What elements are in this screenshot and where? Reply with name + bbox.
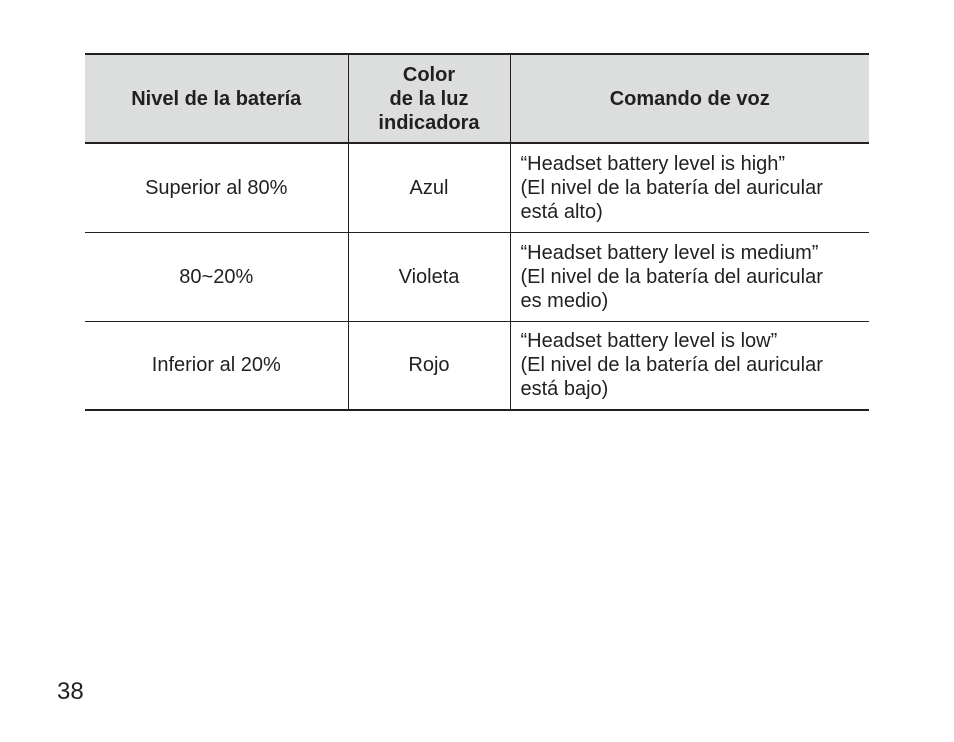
voice-command-cell: [510, 143, 869, 232]
battery-level-cell: Inferior al 20%: [85, 321, 348, 410]
light-color-cell: Azul: [348, 143, 510, 232]
header-row: [85, 54, 869, 143]
header-battery-level: Nivel de la batería: [85, 54, 348, 143]
voice-command-line: “Headset battery level is medium”: [520, 241, 819, 264]
voice-command-cell: [510, 232, 869, 321]
battery-level-table: [85, 53, 869, 411]
table-row: [85, 143, 869, 232]
table-row: [85, 232, 869, 321]
page-number: 38: [57, 678, 84, 705]
voice-command-line: “Headset battery level is high”: [520, 152, 786, 175]
voice-command-line: (El nivel de la batería del auricular: [520, 265, 823, 288]
table-header: [85, 54, 869, 143]
header-light-color-line: Color: [402, 63, 456, 86]
light-color-cell: Rojo: [348, 321, 510, 410]
light-color-cell: Violeta: [348, 232, 510, 321]
battery-level-cell: Superior al 80%: [85, 143, 348, 232]
voice-command-line: (El nivel de la batería del auricular: [520, 176, 823, 199]
table-body: [85, 143, 869, 410]
header-light-color: [348, 54, 510, 143]
voice-command-line: está bajo): [520, 378, 609, 401]
table-row: [85, 321, 869, 410]
voice-command-line: es medio): [520, 289, 609, 312]
header-voice-command: Comando de voz: [510, 54, 869, 143]
voice-command-cell: [510, 321, 869, 410]
header-light-color-line: de la luz: [389, 87, 469, 110]
header-light-color-line: indicadora: [378, 111, 480, 134]
voice-command-line: está alto): [520, 200, 603, 223]
voice-command-line: “Headset battery level is low”: [520, 330, 778, 353]
battery-level-cell: 80~20%: [85, 232, 348, 321]
voice-command-line: (El nivel de la batería del auricular: [520, 354, 823, 377]
